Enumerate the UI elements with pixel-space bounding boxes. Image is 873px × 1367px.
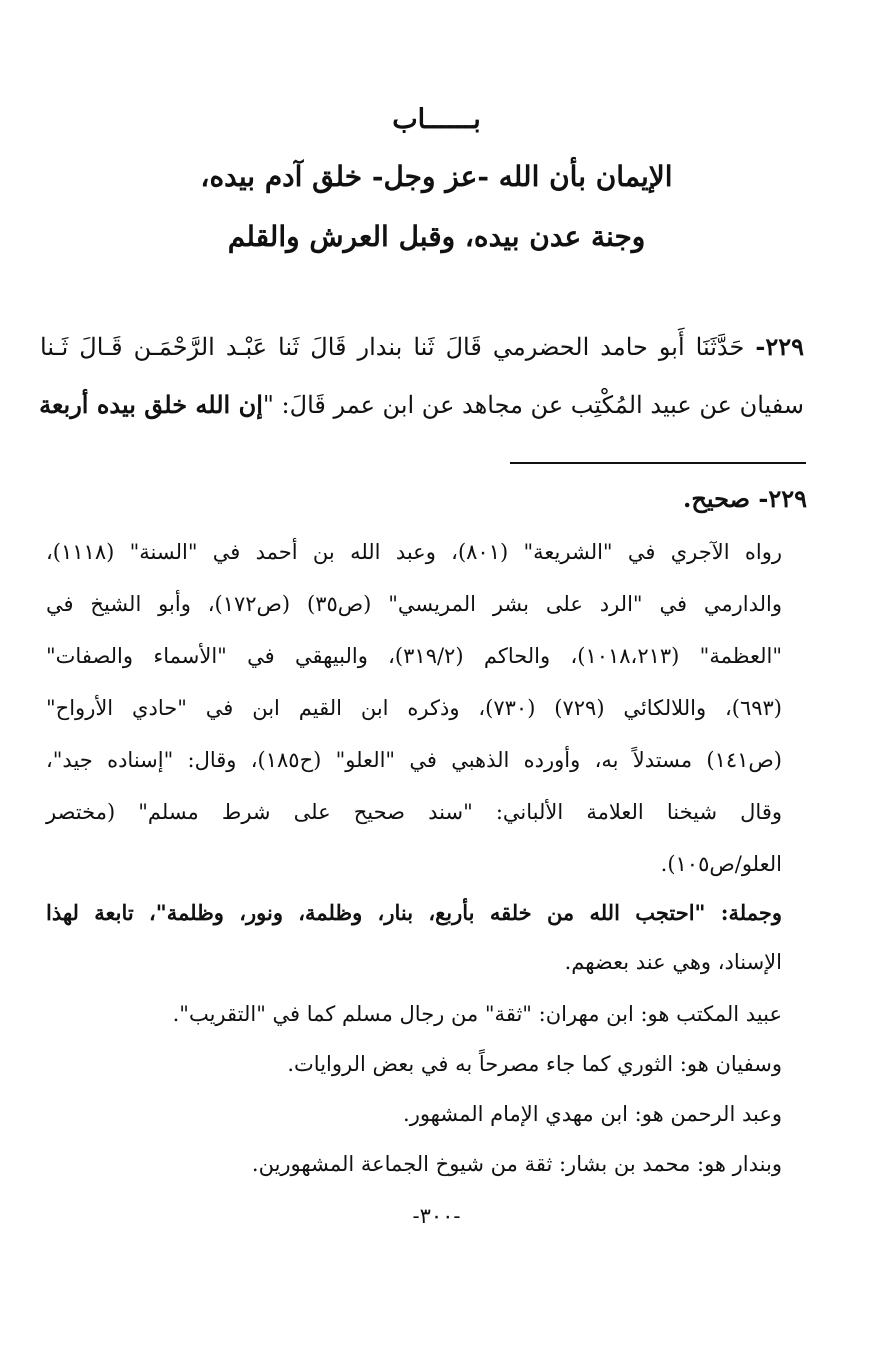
page-number: -٣٠٠- [412, 1204, 461, 1228]
footnote-heading: ٢٢٩- صحيح. [683, 484, 807, 513]
footnote-line: (ص١٤١) مستدلاً به، وأورده الذهبي في "العلو" (ح١٨٥)، وقال: "إسناده جيد"، [46, 748, 782, 772]
footnote-line: وقال شيخنا العلامة الألباني: "سند صحيح على شرط مسلم" (مختصر [46, 800, 782, 824]
footnote-line: العلو/ص١٠٥). [660, 852, 782, 876]
footnote-line: "العظمة" (١٠١٨،٢١٣)، والحاكم (٣١٩/٢)، والبيهقي في "الأسماء والصفات" [46, 644, 782, 668]
footnote-line: والدارمي في "الرد على بشر المريسي" (ص٣٥) (ص١٧٢)، وأبو الشيخ في [46, 592, 783, 616]
hadith-line-2-text: سفيان عن عبيد المُكْتِب عن مجاهد عن ابن عمر قَالَ: " [262, 391, 804, 419]
chapter-title-line-1: الإيمان بأن الله -عز وجل- خلق آدم بيده، [200, 160, 673, 193]
footnote-line-emphasis: وجملة: "احتجب الله من خلقه بأربع، بنار، وظلمة، ونور، وظلمة"، تابعة لهذا [46, 900, 782, 925]
footnote-line: الإسناد، وهي عند بعضهم. [564, 950, 782, 974]
footnote-line: رواه الآجري في "الشريعة" (٨٠١)، وعبد الله بن أحمد في "السنة" (١١١٨)، [46, 540, 782, 564]
chapter-title-line-2: وجنة عدن بيده، وقبل العرش والقلم [227, 220, 646, 253]
chapter-label: بــــــاب [392, 104, 481, 135]
footnote-line: وبندار هو: محمد بن بشار: ثقة من شيوخ الجماعة المشهورين. [251, 1152, 782, 1176]
footnote-line: وعبد الرحمن هو: ابن مهدي الإمام المشهور. [403, 1102, 782, 1126]
footnote-divider [510, 462, 806, 464]
footnote-line: وسفيان هو: الثوري كما جاء مصرحاً به في بعض الروايات. [287, 1052, 782, 1076]
footnote-line: (٦٩٣)، واللالكائي (٧٢٩) (٧٣٠)، وذكره ابن القيم ابن في "حادي الأرواح" [46, 696, 782, 720]
hadith-quote-bold: إن الله خلق بيده أربعة [39, 390, 263, 419]
hadith-line-2 [40, 390, 804, 419]
hadith-number: ٢٢٩- [755, 332, 804, 361]
hadith-line-1-text: حَدَّثَنَا أَبو حامد الحضرمي قَالَ ثَنا بندار قَالَ ثَنا عَبْـد الرَّحْمَـن قَـالَ ثَـنا [40, 333, 745, 361]
hadith-line-1 [40, 332, 804, 361]
footnote-line: عبيد المكتب هو: ابن مهران: "ثقة" من رجال مسلم كما في "التقريب". [172, 1002, 782, 1026]
